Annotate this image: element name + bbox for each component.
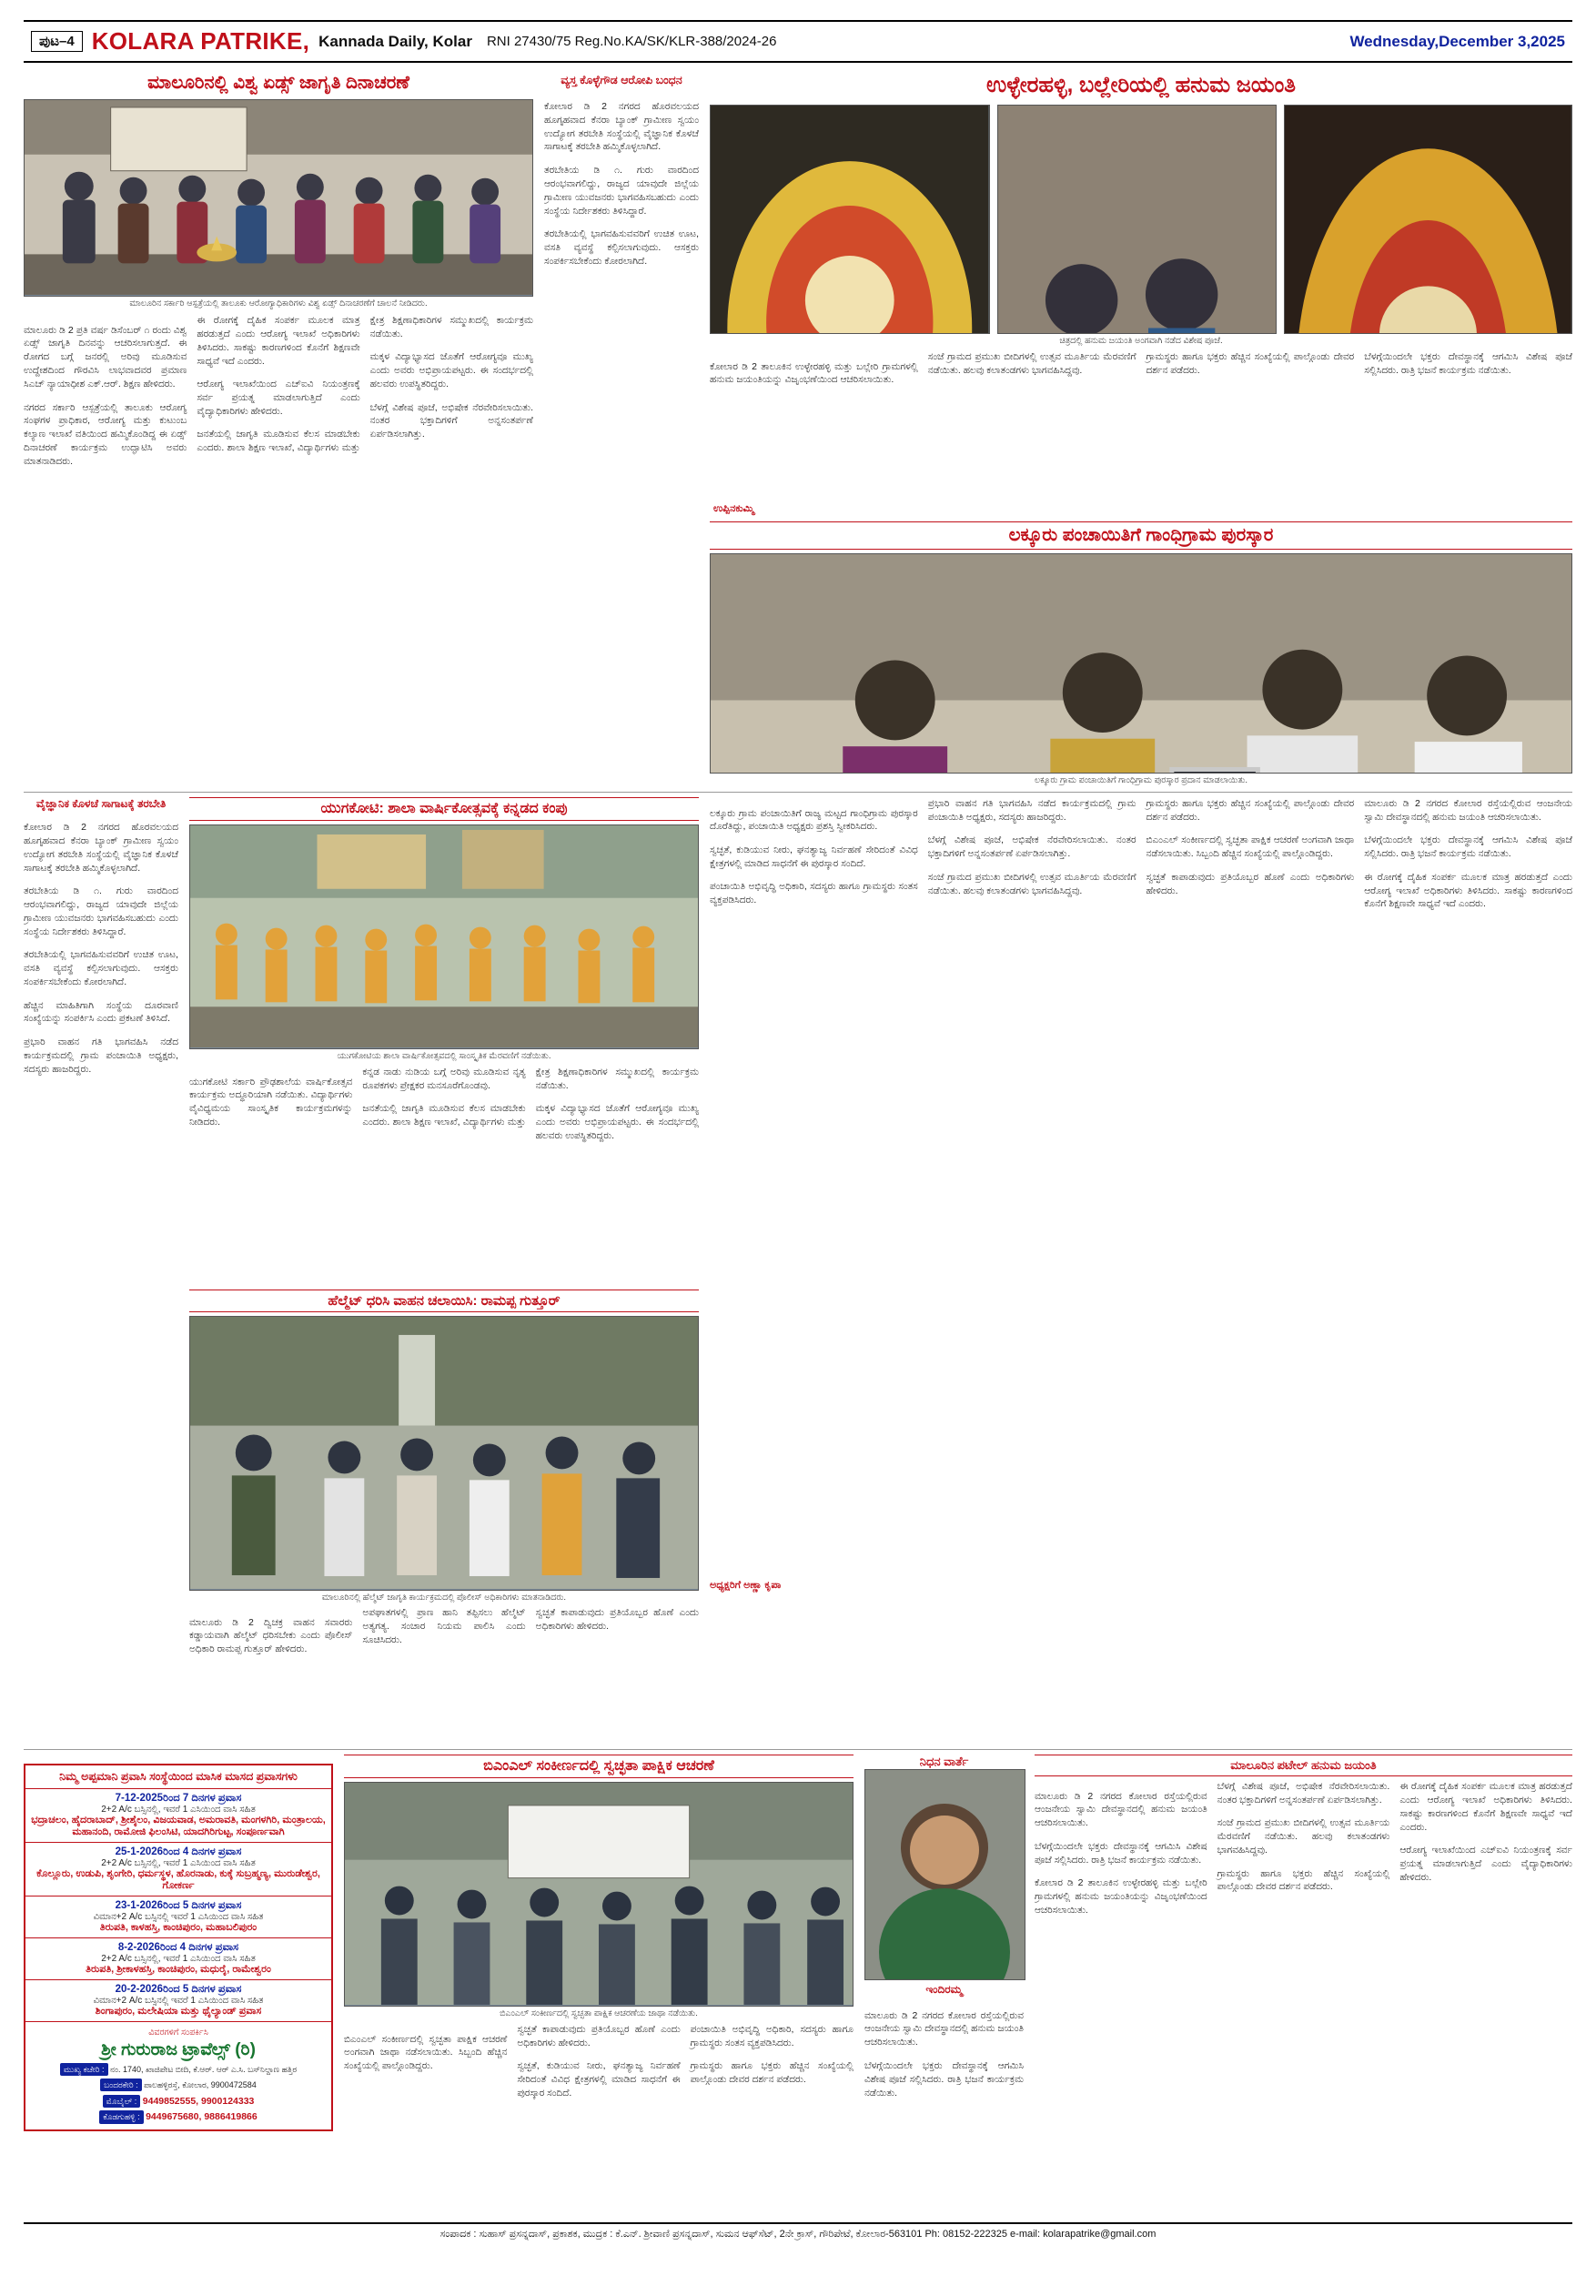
photo-school-procession (189, 824, 699, 1049)
paragraph: ಪಂಚಾಯಿತಿ ಅಭಿವೃದ್ಧಿ ಅಧಿಕಾರಿ, ಸದಸ್ಯರು ಹಾಗೂ ಗ್ರಾಮಸ್ಥರು ಸಂತಸ ವ್ಯಕ್ತಪಡಿಸಿದರು. (710, 880, 918, 907)
paragraph: ಬೆಳಗ್ಗೆ ವಿಶೇಷ ಪೂಜೆ, ಅಭಿಷೇಕ ನೆರವೇರಿಸಲಾಯಿತು. ನಂತರ ಭಕ್ತಾದಿಗಳಿಗೆ ಅನ್ನಸಂತರ್ಪಣೆ ಏರ್ಪಡಿಸಲಾಗಿತ್ತು. (370, 401, 533, 442)
article-aids-body (24, 314, 533, 728)
middle-band (24, 797, 1572, 1743)
paragraph: ಆರೋಗ್ಯ ಇಲಾಖೆಯಿಂದ ಎಚ್ಐವಿ ನಿಯಂತ್ರಣಕ್ಕೆ ಸರ್ವ ಪ್ರಯತ್ನ ಮಾಡಲಾಗುತ್ತಿದೆ ಎಂದು ವೈದ್ಯಾಧಿಕಾರಿಗಳು ಹೇಳಿದರು. (1399, 1844, 1572, 1885)
ad-head-office-label: ಮುಖ್ಯ ಕಚೇರಿ : (60, 2063, 108, 2076)
paragraph: ಆರೋಗ್ಯ ಇಲಾಖೆಯಿಂದ ಎಚ್ಐವಿ ನಿಯಂತ್ರಣಕ್ಕೆ ಸರ್ವ ಪ್ರಯತ್ನ ಮಾಡಲಾಗುತ್ತಿದೆ ಎಂದು ವೈದ್ಯಾಧಿಕಾರಿಗಳು ಹೇಳಿದರು. (197, 378, 359, 419)
photo-temple-2 (997, 105, 1278, 334)
bottom-right-column (1035, 1755, 1572, 2271)
ad-tour-row (25, 1843, 331, 1896)
beml-column (344, 1755, 854, 2296)
paragraph: ಸ್ವಚ್ಛತೆ ಕಾಪಾಡುವುದು ಪ್ರತಿಯೊಬ್ಬರ ಹೊಣೆ ಎಂದು ಅಧಿಕಾರಿಗಳು ಹೇಳಿದರು. (517, 2023, 680, 2050)
headline-sewage-training: ವೈಜ್ಞಾನಿಕ ಕೊಳಚೆ ಸಾಗಾಟಕ್ಕೆ ತರಬೇತಿ (24, 797, 178, 812)
photo-caption-school: ಯುಗಕೋಟಿಯ ಶಾಲಾ ವಾರ್ಷಿಕೋತ್ಸವದಲ್ಲಿ ಸಾಂಸ್ಕೃತಿಕ ಮೆರವಣಿಗೆ ನಡೆಯಿತು. (189, 1049, 699, 1061)
obituary-portrait (864, 1769, 1025, 1980)
paragraph: ಯುಗಕೋಟಿ ಸರ್ಕಾರಿ ಪ್ರೌಢಶಾಲೆಯ ವಾರ್ಷಿಕೋತ್ಸವ ಕಾರ್ಯಕ್ರಮ ಅದ್ಧೂರಿಯಾಗಿ ನಡೆಯಿತು. ವಿದ್ಯಾರ್ಥಿಗಳು ವೈವಿಧ್ಯಮಯ ಸಾಂಸ್ಕೃತಿಕ ಕಾರ್ಯಕ್ರಮಗಳನ್ನು ನೀಡಿದರು. (189, 1076, 352, 1130)
mid-column (544, 70, 699, 785)
paragraph: ಕೋಲಾರ ಡಿ 2 ತಾಲೂಕಿನ ಉಳ್ಳೇರಹಳ್ಳಿ ಮತ್ತು ಬಲ್ಲೇರಿ ಗ್ರಾಮಗಳಲ್ಲಿ ಹನುಮ ಜಯಂತಿಯನ್ನು ವಿಜೃಂಭಣೆಯಿಂದ ಆಚರಿಸಲಾಯಿತು. (1035, 1876, 1207, 1917)
article-school-body (189, 1066, 699, 1284)
rni-registration: RNI 27430/75 Reg.No.KA/SK/KLR-388/2024-26 (487, 34, 777, 49)
paragraph: ಕೋಲಾರ ಡಿ 2 ನಗರದ ಹೊರವಲಯದ ಹೂಗೃಹವಾದ ಕೆನರಾ ಬ್ಯಾಂಕ್ ಗ್ರಾಮೀಣ ಸ್ವಯಂ ಉದ್ಯೋಗ ತರಬೇತಿ ಸಂಸ್ಥೆಯಲ್ಲಿ ವೈಜ್ಞಾನಿಕ ಕೊಳಚೆ ಸಾಗಾಟಕ್ಕೆ ತರಬೇತಿ ಹಮ್ಮಿಕೊಳ್ಳಲಾಗಿದೆ. (24, 821, 178, 875)
paragraph: ಮಾಲೂರು ಡಿ 2 ನಗರದ ಕೋಲಾರ ರಸ್ತೆಯಲ್ಲಿರುವ ಆಂಜನೇಯ ಸ್ವಾಮಿ ದೇವಸ್ಥಾನದಲ್ಲಿ ಹನುಮ ಜಯಂತಿ ಆಚರಿಸಲಾಯಿತು. (864, 2009, 1024, 2050)
paragraph: ಗ್ರಾಮಸ್ಥರು ಹಾಗೂ ಭಕ್ತರು ಹೆಚ್ಚಿನ ಸಂಖ್ಯೆಯಲ್ಲಿ ಪಾಲ್ಗೊಂಡು ದೇವರ ದರ್ಶನ ಪಡೆದರು. (1217, 1867, 1390, 1895)
masthead (24, 20, 1572, 63)
ad-tour-places: ಭದ್ರಾಚಲಂ, ಹೈದರಾಬಾದ್, ಶ್ರೀಶೈಲಂ, ವಿಜಯವಾಡ, ಅಮರಾವತಿ, ಮಂಗಳಗಿರಿ, ಮಂತ್ರಾಲಯ, ಮಹಾನಂದಿ, ರಾಮೋಜಿ ಫಿಲಂಸಿಟಿ, ಯಾದಗಿರಿಗುಟ್ಟ, ಸಂಪೂರ್ಣವಾಗಿ (31, 1815, 326, 1838)
paragraph: ಹೆಚ್ಚಿನ ಮಾಹಿತಿಗಾಗಿ ಸಂಸ್ಥೆಯ ದೂರವಾಣಿ ಸಂಖ್ಯೆಯನ್ನು ಸಂಪರ್ಕಿಸಿ ಎಂದು ಪ್ರಕಟಣೆ ತಿಳಿಸಿದೆ. (24, 999, 178, 1027)
obituary-heading: ನಿಧನ ವಾರ್ತೆ (864, 1755, 1024, 1769)
ad-title: ನಿಮ್ಮ ಅಪ್ಪಮಾನಿ ಪ್ರವಾಸಿ ಸಂಸ್ಥೆಯಿಂದ ಮಾಸಿಕ ಮಾಸದ ಪ್ರವಾಸಗಳು (25, 1765, 331, 1789)
photo-temple-3-art (1285, 106, 1571, 334)
page-footer (24, 2222, 1572, 2240)
ad-contact-note: ವಿವರಗಳಿಗೆ ಸಂಪರ್ಕಿಸಿ (29, 2028, 328, 2038)
ad-tour-row (25, 1980, 331, 2022)
page-number-label: ಪುಟ–4 (31, 31, 83, 52)
article-arrest-body (544, 90, 699, 363)
photo-caption-helmet: ಮಾಲೂರಿನಲ್ಲಿ ಹೆಲ್ಮೆಟ್ ಜಾಗೃತಿ ಕಾರ್ಯಕ್ರಮದಲ್ಲಿ ಪೊಲೀಸ್ ಅಧಿಕಾರಿಗಳು ಮಾತನಾಡಿದರು. (189, 1591, 699, 1603)
ad-tour-date: 25-1-2026ರಿಂದ 4 ದಿನಗಳ ಪ್ರವಾಸ (31, 1846, 326, 1858)
mid-left-text-column (24, 797, 178, 1743)
ad-phone-1[interactable]: 9449852555, 9900124333 (143, 2096, 255, 2107)
ad-tour-places: ಕೊಲ್ಲೂರು, ಉಡುಪಿ, ಶೃಂಗೇರಿ, ಧರ್ಮಸ್ಥಳ, ಹೊರನಾಡು, ಕುಕ್ಕೆ ಸುಬ್ರಹ್ಮಣ್ಯ, ಮುರುಡೇಶ್ವರ, ಗೋಕರ್ಣ (31, 1868, 326, 1892)
headline-hanuma-jayanti: ಉಳ್ಳೇರಹಳ್ಳಿ, ಬಲ್ಲೇರಿಯಲ್ಲಿ ಹನುಮ ಜಯಂತಿ (710, 70, 1572, 101)
ad-tour-places: ಶಿಂಗಾಪುರಂ, ಮಲೇಷಿಯಾ ಮತ್ತು ಥೈಲ್ಯಾಂಡ್ ಪ್ರವಾಸ (31, 2006, 326, 2018)
paragraph: ಪ್ರಭಾರಿ ವಾಹನ ಗತಿ ಭಾಗವಹಿಸಿ ನಡೆದ ಕಾರ್ಯಕ್ರಮದಲ್ಲಿ ಗ್ರಾಮ ಪಂಚಾಯಿತಿ ಅಧ್ಯಕ್ಷರು, ಸದಸ್ಯರು ಹಾಜರಿದ್ದರು. (24, 1036, 178, 1077)
right-column (710, 70, 1572, 785)
article-beml-body (344, 2023, 854, 2296)
obituary-portrait-art (865, 1770, 1025, 1979)
paragraph: ಜನತೆಯಲ್ಲಿ ಜಾಗೃತಿ ಮೂಡಿಸುವ ಕೆಲಸ ಮಾಡಬೇಕು ಎಂದರು. ಶಾಲಾ ಶಿಕ್ಷಣ ಇಲಾಖೆ, ವಿದ್ಯಾರ್ಥಿಗಳು ಮತ್ತು ಕ್ಷೇತ್ರ ಶಿಕ್ಷಣಾಧಿಕಾರಿಗಳ ಸಮ್ಮುಖದಲ್ಲಿ ಕಾರ್ಯಕ್ರಮ ನಡೆಯಿತು. (197, 314, 533, 469)
photo-caption-lakkur: ಲಕ್ಕೂರು ಗ್ರಾಮ ಪಂಚಾಯಿತಿಗೆ ಗಾಂಧಿಗ್ರಾಮ ಪುರಸ್ಕಾರ ಪ್ರದಾನ ಮಾಡಲಾಯಿತು. (710, 774, 1572, 785)
photo-helmet-art (190, 1317, 698, 1589)
photo-aids-day-art (25, 100, 532, 295)
subhead-uppinakummi: ಉಪ್ಪಿನಕುಮ್ಮಿ (710, 501, 1572, 518)
headline-malur-patel-hanuma: ಮಾಲೂರಿನ ಪಟೇಲ್ ಹನುಮ ಜಯಂತಿ (1035, 1755, 1572, 1776)
paragraph: ಪ್ರಭಾರಿ ವಾಹನ ಗತಿ ಭಾಗವಹಿಸಿ ನಡೆದ ಕಾರ್ಯಕ್ರಮದಲ್ಲಿ ಗ್ರಾಮ ಪಂಚಾಯಿತಿ ಅಧ್ಯಕ್ಷರು, ಸದಸ್ಯರು ಹಾಜರಿದ್ದರು. (928, 797, 1136, 824)
paragraph: ತರಬೇತಿಯಲ್ಲಿ ಭಾಗವಹಿಸುವವರಿಗೆ ಉಚಿತ ಊಟ, ವಸತಿ ವ್ಯವಸ್ಥೆ ಕಲ್ಪಿಸಲಾಗುವುದು. ಆಸಕ್ತರು ಸಂಪರ್ಕಿಸಬೇಕೆಂದು ಕೋರಲಾಗಿದೆ. (24, 948, 178, 989)
ad-footer (25, 2022, 331, 2129)
paragraph: ಮಕ್ಕಳ ವಿದ್ಯಾಭ್ಯಾಸದ ಜೊತೆಗೆ ಆರೋಗ್ಯವೂ ಮುಖ್ಯ ಎಂದು ಅವರು ಅಭಿಪ್ರಾಯಪಟ್ಟರು. ಈ ಸಂದರ್ಭದಲ್ಲಿ ಹಲವರು ಉಪಸ್ಥಿತರಿದ್ದರು. (536, 1102, 699, 1143)
photo-helmet-awareness (189, 1316, 699, 1591)
paragraph: ಬೆಳಗ್ಗೆ ವಿಶೇಷ ಪೂಜೆ, ಅಭಿಷೇಕ ನೆರವೇರಿಸಲಾಯಿತು. ನಂತರ ಭಕ್ತಾದಿಗಳಿಗೆ ಅನ್ನಸಂತರ್ಪಣೆ ಏರ್ಪಡಿಸಲಾಗಿತ್ತು. (928, 834, 1136, 861)
paragraph: ಮಾಲೂರು ಡಿ 2 ನಗರದ ಕೋಲಾರ ರಸ್ತೆಯಲ್ಲಿರುವ ಆಂಜನೇಯ ಸ್ವಾಮಿ ದೇವಸ್ಥಾನದಲ್ಲಿ ಹನುಮ ಜಯಂತಿ ಆಚರಿಸಲಾಯಿತು. (1035, 1790, 1207, 1831)
ad-tour-places: ತಿರುಪತಿ, ಶ್ರೀಕಾಳಹಸ್ತಿ, ಕಾಂಚಿಪುರಂ, ಮಧುರೈ, ರಾಮೇಶ್ವರಂ (31, 1964, 326, 1976)
photo-aids-day (24, 99, 533, 297)
section-divider (24, 792, 1572, 793)
photo-school-procession-art (190, 825, 698, 1047)
paragraph: ಅಪಘಾತಗಳಲ್ಲಿ ಪ್ರಾಣ ಹಾನಿ ತಪ್ಪಿಸಲು ಹೆಲ್ಮೆಟ್ ಅತ್ಯಗತ್ಯ. ಸಂಚಾರ ನಿಯಮ ಪಾಲಿಸಿ ಎಂದು ಸೂಚಿಸಿದರು. (362, 1606, 525, 1647)
ad-tour-note: ವಿಮಾನ+2 A/c ಬಸ್ಸಿನಲ್ಲಿ ಇವರೆ 1 ಎಸಿಯಿಂದ ವಾಸಿ ಸಹಿತ (31, 1912, 326, 1922)
headline-aids-day: ಮಾಲೂರಿನಲ್ಲಿ ವಿಶ್ವ ಏಡ್ಸ್ ಜಾಗೃತಿ ದಿನಾಚರಣೆ (24, 70, 533, 96)
ad-phone2-label: ಕೊಡಗುಹಳ್ಳಿ : (99, 2110, 143, 2123)
photo-caption-hanuma: ಚಿತ್ರದಲ್ಲಿ ಹನುಮ ಜಯಂತಿ ಅಂಗವಾಗಿ ನಡೆದ ವಿಶೇಷ ಪೂಜೆ. (710, 334, 1572, 346)
headline-beml-cleanliness: ಬಿಎಂಎಲ್ ಸಂಕೀರ್ಣದಲ್ಲಿ ಸ್ವಚ್ಛತಾ ಪಾಕ್ಷಿಕ ಆಚರಣೆ (344, 1755, 854, 1778)
headline-lakkur-award: ಲಕ್ಕೂರು ಪಂಚಾಯಿತಿಗೆ ಗಾಂಧಿಗ್ರಾಮ ಪುರಸ್ಕಾರ (710, 521, 1572, 550)
obituary-name: ಇಂದಿರಮ್ಮ (864, 1980, 1024, 1999)
ad-tour-date: 8-2-2026ರಿಂದ 4 ದಿನಗಳ ಪ್ರವಾಸ (31, 1942, 326, 1954)
paragraph: ಬೆಳಗ್ಗೆಯಿಂದಲೇ ಭಕ್ತರು ದೇವಸ್ಥಾನಕ್ಕೆ ಆಗಮಿಸಿ ವಿಶೇಷ ಪೂಜೆ ಸಲ್ಲಿಸಿದರು. ರಾತ್ರಿ ಭಜನೆ ಕಾರ್ಯಕ್ರಮ ನಡೆಯಿತು. (1364, 350, 1572, 378)
section-divider-2 (24, 1749, 1572, 1750)
paragraph: ಬೆಳಗ್ಗೆಯಿಂದಲೇ ಭಕ್ತರು ದೇವಸ್ಥಾನಕ್ಕೆ ಆಗಮಿಸಿ ವಿಶೇಷ ಪೂಜೆ ಸಲ್ಲಿಸಿದರು. ರಾತ್ರಿ ಭಜನೆ ಕಾರ್ಯಕ್ರಮ ನಡೆಯಿತು. (1364, 834, 1572, 861)
headline-school-anniversary: ಯುಗಕೋಟಿ: ಶಾಲಾ ವಾರ್ಷಿಕೋತ್ಸವಕ್ಕೆ ಕನ್ನಡದ ಕಂಪು (189, 797, 699, 821)
obituary-body (864, 1999, 1024, 2200)
subhead-president-thanks: ಅಧ್ಯಕ್ಷರಿಗೆ ಅಣ್ಣಾ ಕೃಪಾ (710, 1580, 1572, 1592)
paragraph: ಬೆಳಗ್ಗೆಯಿಂದಲೇ ಭಕ್ತರು ದೇವಸ್ಥಾನಕ್ಕೆ ಆಗಮಿಸಿ ವಿಶೇಷ ಪೂಜೆ ಸಲ್ಲಿಸಿದರು. ರಾತ್ರಿ ಭಜನೆ ಕಾರ್ಯಕ್ರಮ ನಡೆಯಿತು. (1035, 1840, 1207, 1867)
paragraph: ನಗರದ ಸರ್ಕಾರಿ ಆಸ್ಪತ್ರೆಯಲ್ಲಿ ತಾಲೂಕು ಆರೋಗ್ಯ ಸಂಘಗಳ ಪ್ರಾಧಿಕಾರ, ಆರೋಗ್ಯ ಮತ್ತು ಕುಟುಂಬ ಕಲ್ಯಾಣ ಇಲಾಖೆ ವತಿಯಿಂದ ಹಮ್ಮಿಕೊಂಡಿದ್ದ ಈ ಏಡ್ಸ್ ದಿನಾಚರಣೆ ಕಾರ್ಯಕ್ರಮ ಉದ್ಘಾಟಿಸಿ ಅವರು ಮಾತನಾಡಿದರು. (24, 401, 187, 470)
paragraph: ಈ ರೋಗಕ್ಕೆ ದೈಹಿಕ ಸಂಪರ್ಕ ಮೂಲಕ ಮಾತ್ರ ಹರಡುತ್ತದೆ ಎಂದು ಆರೋಗ್ಯ ಇಲಾಖೆ ಅಧಿಕಾರಿಗಳು ತಿಳಿಸಿದರು. ಸಾಕಷ್ಟು ಕಾರಣಗಳಿಂದ ಕೊನೆಗೆ ಶಿಕ್ಷಣವೇ ಸಾಧ್ಯವೆ ಇದೆ ಎಂದರು. (197, 314, 359, 369)
top-band (24, 70, 1572, 785)
ad-tour-date: 20-2-2026ರಿಂದ 5 ದಿನಗಳ ಪ್ರವಾಸ (31, 1984, 326, 1996)
paragraph: ಮಾಲೂರು ಡಿ 2 ದ್ವಿಚಕ್ರ ವಾಹನ ಸವಾರರು ಕಡ್ಡಾಯವಾಗಿ ಹೆಲ್ಮೆಟ್ ಧರಿಸಬೇಕು ಎಂದು ಪೊಲೀಸ್ ಅಧಿಕಾರಿ ರಾಮಪ್ಪ ಗುತ್ತೂರ್ ಹೇಳಿದರು. (189, 1616, 352, 1657)
article-lakkur-body (710, 797, 1572, 1580)
paragraph: ತರಬೇತಿಯಲ್ಲಿ ಭಾಗವಹಿಸುವವರಿಗೆ ಉಚಿತ ಊಟ, ವಸತಿ ವ್ಯವಸ್ಥೆ ಕಲ್ಪಿಸಲಾಗುವುದು. ಆಸಕ್ತರು ಸಂಪರ್ಕಿಸಬೇಕೆಂದು ಕೋರಲಾಗಿದೆ. (544, 228, 699, 268)
ad-tour-note: ವಿಮಾನ+2 A/c ಬಸ್ಸಿನಲ್ಲಿ ಇವರೆ 1 ಎಸಿಯಿಂದ ವಾಸಿ ಸಹಿತ (31, 1996, 326, 2006)
paragraph: ಲಕ್ಕೂರು ಗ್ರಾಮ ಪಂಚಾಯಿತಿಗೆ ರಾಜ್ಯ ಮಟ್ಟದ ಗಾಂಧಿಗ್ರಾಮ ಪುರಸ್ಕಾರ ದೊರೆತಿದ್ದು, ಪಂಚಾಯಿತಿ ಅಧ್ಯಕ್ಷರು ಪ್ರಶಸ್ತಿ ಸ್ವೀಕರಿಸಿದರು. (710, 807, 918, 834)
ad-tour-note: 2+2 A/c ಬಸ್ಸಿನಲ್ಲಿ, ಇವರೆ 1 ಎಸಿಯಿಂದ ವಾಸಿ ಸಹಿತ (31, 1858, 326, 1868)
paragraph: ಕೋಲಾರ ಡಿ 2 ತಾಲೂಕಿನ ಉಳ್ಳೇರಹಳ್ಳಿ ಮತ್ತು ಬಲ್ಲೇರಿ ಗ್ರಾಮಗಳಲ್ಲಿ ಹನುಮ ಜಯಂತಿಯನ್ನು ವಿಜೃಂಭಣೆಯಿಂದ ಆಚರಿಸಲಾಯಿತು. (710, 360, 918, 388)
ad-branch-label: ಬಂದರಕೇರಿ : (100, 2079, 141, 2091)
obituary-column (864, 1755, 1024, 2200)
paragraph: ಗ್ರಾಮಸ್ಥರು ಹಾಗೂ ಭಕ್ತರು ಹೆಚ್ಚಿನ ಸಂಖ್ಯೆಯಲ್ಲಿ ಪಾಲ್ಗೊಂಡು ದೇವರ ದರ್ಶನ ಪಡೆದರು. (1146, 797, 1355, 824)
ad-branch-address: ಪಾಲಹಳ್ಳಿರಸ್ತೆ, ಕೋಲಾರ, 9900472584 (144, 2080, 257, 2089)
paragraph: ಸಂಜೆ ಗ್ರಾಮದ ಪ್ರಮುಖ ಬೀದಿಗಳಲ್ಲಿ ಉತ್ಸವ ಮೂರ್ತಿಯ ಮೆರವಣಿಗೆ ನಡೆಯಿತು. ಹಲವು ಕಲಾತಂಡಗಳು ಭಾಗವಹಿಸಿದ್ದವು. (928, 350, 1136, 378)
paragraph: ಬೆಳಗ್ಗೆಯಿಂದಲೇ ಭಕ್ತರು ದೇವಸ್ಥಾನಕ್ಕೆ ಆಗಮಿಸಿ ವಿಶೇಷ ಪೂಜೆ ಸಲ್ಲಿಸಿದರು. ರಾತ್ರಿ ಭಜನೆ ಕಾರ್ಯಕ್ರಮ ನಡೆಯಿತು. (864, 2059, 1024, 2100)
photo-beml-rally (344, 1782, 854, 2007)
footer-imprint: ಸಂಪಾದಕ : ಸುಹಾಸ್ ಪ್ರಸನ್ನದಾಸ್, ಪ್ರಕಾಶಕ, ಮುದ್ರಕ : ಕೆ.ಎನ್. ಶ್ರೀವಾಣಿ ಪ್ರಸನ್ನದಾಸ್, ಸುಮನ ಆಫ್‌ಸೆಟ್, 2ನೇ ಕ್ರಾಸ್, ಗೌರಿಪೇಟೆ, ಕೋಲಾರ-563101 Ph: 08152-222325 e-mail: kolarapatrike@gmail.com (440, 2229, 1157, 2240)
paragraph: ಮಕ್ಕಳ ವಿದ್ಯಾಭ್ಯಾಸದ ಜೊತೆಗೆ ಆರೋಗ್ಯವೂ ಮುಖ್ಯ ಎಂದು ಅವರು ಅಭಿಪ್ರಾಯಪಟ್ಟರು. ಈ ಸಂದರ್ಭದಲ್ಲಿ ಹಲವರು ಉಪಸ್ಥಿತರಿದ್ದರು. (370, 350, 533, 391)
paragraph: ಮಾಲೂರು ಡಿ 2 ನಗರದ ಕೋಲಾರ ರಸ್ತೆಯಲ್ಲಿರುವ ಆಂಜನೇಯ ಸ್ವಾಮಿ ದೇವಸ್ಥಾನದಲ್ಲಿ ಹನುಮ ಜಯಂತಿ ಆಚರಿಸಲಾಯಿತು. (1364, 797, 1572, 824)
photo-lakkur-award (710, 553, 1572, 774)
paragraph: ತರಬೇತಿಯ ಡಿ ೧. ಗುರು ವಾರದಿಂದ ಆರಂಭವಾಗಲಿದ್ದು, ರಾಜ್ಯದ ಯಾವುದೇ ಜಿಲ್ಲೆಯ ಗ್ರಾಮೀಣ ಯುವಜನರು ಭಾಗವಹಿಸಬಹುದು ಎಂದು ಸಂಸ್ಥೆಯ ನಿರ್ದೇಶಕರು ತಿಳಿಸಿದ್ದಾರೆ. (24, 885, 178, 939)
ad-tour-row (25, 1938, 331, 1980)
ad-brand-name: ಶ್ರೀ ಗುರುರಾಜ ಟ್ರಾವೆಲ್ಸ್ (ರಿ) (29, 2038, 328, 2063)
advert-column (24, 1755, 333, 2131)
paragraph: ಬೆಳಗ್ಗೆ ವಿಶೇಷ ಪೂಜೆ, ಅಭಿಷೇಕ ನೆರವೇರಿಸಲಾಯಿತು. ನಂತರ ಭಕ್ತಾದಿಗಳಿಗೆ ಅನ್ನಸಂತರ್ಪಣೆ ಏರ್ಪಡಿಸಲಾಗಿತ್ತು. (1217, 1780, 1390, 1807)
ad-head-office-address: ನಂ. 1740, ಖಾಜಿಪೇಟ ಬೀದಿ, ಕೆ.ಆರ್. ಆರ್ ಎ.ಸಿ. ಬಸ್‌ನಿಲ್ದಾಣ ಹತ್ತಿರ (110, 2065, 297, 2074)
ad-phone-2[interactable]: 9449675680, 9886419866 (146, 2111, 258, 2122)
ad-tour-date: 7-12-2025ರಿಂದ 7 ದಿನಗಳ ಪ್ರವಾಸ (31, 1793, 326, 1805)
paragraph: ಈ ರೋಗಕ್ಕೆ ದೈಹಿಕ ಸಂಪರ್ಕ ಮೂಲಕ ಮಾತ್ರ ಹರಡುತ್ತದೆ ಎಂದು ಆರೋಗ್ಯ ಇಲಾಖೆ ಅಧಿಕಾರಿಗಳು ತಿಳಿಸಿದರು. ಸಾಕಷ್ಟು ಕಾರಣಗಳಿಂದ ಕೊನೆಗೆ ಶಿಕ್ಷಣವೇ ಸಾಧ್ಯವೆ ಇದೆ ಎಂದರು. (1399, 1780, 1572, 1835)
photo-temple-1-art (711, 106, 989, 334)
photo-beml-rally-art (345, 1783, 853, 2005)
paragraph: ಸ್ವಚ್ಛತೆ ಕಾಪಾಡುವುದು ಪ್ರತಿಯೊಬ್ಬರ ಹೊಣೆ ಎಂದು ಅಧಿಕಾರಿಗಳು ಹೇಳಿದರು. (1146, 871, 1355, 898)
left-column (24, 70, 533, 785)
headline-arrest: ವ್ಯಸ್ತ ಕೊಳ್ಳೆಗೌಡ ಆರೋಪಿ ಬಂಧನ (544, 70, 699, 90)
paragraph: ಬಿಎಂಎಲ್ ಸಂಕೀರ್ಣದಲ್ಲಿ ಸ್ವಚ್ಛತಾ ಪಾಕ್ಷಿಕ ಆಚರಣೆ ಅಂಗವಾಗಿ ಜಾಥಾ ನಡೆಸಲಾಯಿತು. ಸಿಬ್ಬಂದಿ ಹೆಚ್ಚಿನ ಸಂಖ್ಯೆಯಲ್ಲಿ ಪಾಲ್ಗೊಂಡಿದ್ದರು. (1146, 834, 1355, 861)
ad-tour-note: 2+2 A/c ಬಸ್ಸಿನಲ್ಲಿ, ಇವರೆ 1 ಎಸಿಯಿಂದ ವಾಸಿ ಸಹಿತ (31, 1805, 326, 1815)
photo-strip-hanuma (710, 105, 1572, 334)
paragraph: ಬಿಎಂಎಲ್ ಸಂಕೀರ್ಣದಲ್ಲಿ ಸ್ವಚ್ಛತಾ ಪಾಕ್ಷಿಕ ಆಚರಣೆ ಅಂಗವಾಗಿ ಜಾಥಾ ನಡೆಸಲಾಯಿತು. ಸಿಬ್ಬಂದಿ ಹೆಚ್ಚಿನ ಸಂಖ್ಯೆಯಲ್ಲಿ ಪಾಲ್ಗೊಂಡಿದ್ದರು. (344, 2033, 507, 2074)
paragraph: ಕೋಲಾರ ಡಿ 2 ನಗರದ ಹೊರವಲಯದ ಹೂಗೃಹವಾದ ಕೆನರಾ ಬ್ಯಾಂಕ್ ಗ್ರಾಮೀಣ ಸ್ವಯಂ ಉದ್ಯೋಗ ತರಬೇತಿ ಸಂಸ್ಥೆಯಲ್ಲಿ ವೈಜ್ಞಾನಿಕ ಕೊಳಚೆ ಸಾಗಾಟಕ್ಕೆ ತರಬೇತಿ ಹಮ್ಮಿಕೊಳ್ಳಲಾಗಿದೆ. (544, 100, 699, 155)
issue-date: Wednesday,December 3,2025 (1349, 33, 1565, 51)
ad-phone-label: ಮೊಬೈಲ್ : (103, 2095, 141, 2108)
article-sewage-body (24, 812, 178, 1285)
photo-lakkur-award-art (711, 554, 1571, 774)
paragraph: ಗ್ರಾಮಸ್ಥರು ಹಾಗೂ ಭಕ್ತರು ಹೆಚ್ಚಿನ ಸಂಖ್ಯೆಯಲ್ಲಿ ಪಾಲ್ಗೊಂಡು ದೇವರ ದರ್ಶನ ಪಡೆದರು. (691, 2059, 854, 2087)
photo-temple-1 (710, 105, 990, 334)
ad-tour-row (25, 1896, 331, 1938)
photo-caption-aids: ಮಾಲೂರಿನ ಸರ್ಕಾರಿ ಆಸ್ಪತ್ರೆಯಲ್ಲಿ ತಾಲೂಕು ಆರೋಗ್ಯಾಧಿಕಾರಿಗಳು ವಿಶ್ವ ಏಡ್ಸ್ ದಿನಾಚರಣೆಗೆ ಚಾಲನೆ ನೀಡಿದರು. (24, 297, 533, 308)
mid-center-column (189, 797, 699, 1743)
ad-tour-date: 23-1-2026ರಿಂದ 5 ದಿನಗಳ ಪ್ರವಾಸ (31, 1900, 326, 1912)
photo-temple-3 (1284, 105, 1572, 334)
paragraph: ಕನ್ನಡ ನಾಡು ನುಡಿಯ ಬಗ್ಗೆ ಅರಿವು ಮೂಡಿಸುವ ನೃತ್ಯ ರೂಪಕಗಳು ಪ್ರೇಕ್ಷಕರ ಮನಸೂರೆಗೊಂಡವು. (362, 1066, 525, 1093)
paragraph: ಈ ರೋಗಕ್ಕೆ ದೈಹಿಕ ಸಂಪರ್ಕ ಮೂಲಕ ಮಾತ್ರ ಹರಡುತ್ತದೆ ಎಂದು ಆರೋಗ್ಯ ಇಲಾಖೆ ಅಧಿಕಾರಿಗಳು ತಿಳಿಸಿದರು. ಸಾಕಷ್ಟು ಕಾರಣಗಳಿಂದ ಕೊನೆಗೆ ಶಿಕ್ಷಣವೇ ಸಾಧ್ಯವೆ ಇದೆ ಎಂದರು. (1364, 871, 1572, 912)
paragraph: ತರಬೇತಿಯ ಡಿ ೧. ಗುರು ವಾರದಿಂದ ಆರಂಭವಾಗಲಿದ್ದು, ರಾಜ್ಯದ ಯಾವುದೇ ಜಿಲ್ಲೆಯ ಗ್ರಾಮೀಣ ಯುವಜನರು ಭಾಗವಹಿಸಬಹುದು ಎಂದು ಸಂಸ್ಥೆಯ ನಿರ್ದೇಶಕರು ತಿಳಿಸಿದ್ದಾರೆ. (544, 164, 699, 218)
paragraph: ಸಂಜೆ ಗ್ರಾಮದ ಪ್ರಮುಖ ಬೀದಿಗಳಲ್ಲಿ ಉತ್ಸವ ಮೂರ್ತಿಯ ಮೆರವಣಿಗೆ ನಡೆಯಿತು. ಹಲವು ಕಲಾತಂಡಗಳು ಭಾಗವಹಿಸಿದ್ದವು. (1217, 1816, 1390, 1857)
article-hanuma-body (710, 350, 1572, 501)
ad-tour-row (25, 1789, 331, 1843)
paper-subtitle: Kannada Daily, Kolar (318, 33, 472, 51)
paragraph: ಸ್ವಚ್ಛತೆ, ಕುಡಿಯುವ ನೀರು, ಘನತ್ಯಾಜ್ಯ ನಿರ್ವಹಣೆ ಸೇರಿದಂತೆ ವಿವಿಧ ಕ್ಷೇತ್ರಗಳಲ್ಲಿ ಮಾಡಿದ ಸಾಧನೆಗೆ ಈ ಪುರಸ್ಕಾರ ಸಂದಿದೆ. (710, 844, 918, 871)
paragraph: ಗ್ರಾಮಸ್ಥರು ಹಾಗೂ ಭಕ್ತರು ಹೆಚ್ಚಿನ ಸಂಖ್ಯೆಯಲ್ಲಿ ಪಾಲ್ಗೊಂಡು ದೇವರ ದರ್ಶನ ಪಡೆದರು. (1146, 350, 1355, 378)
photo-temple-2-art (998, 106, 1277, 334)
travel-advertisement (24, 1764, 333, 2131)
article-helmet-body (189, 1606, 699, 1743)
ad-tour-note: 2+2 A/c ಬಸ್ಸಿನಲ್ಲಿ, ಇವರೆ 1 ಎಸಿಯಿಂದ ವಾಸಿ ಸಹಿತ (31, 1954, 326, 1964)
paragraph: ಸಂಜೆ ಗ್ರಾಮದ ಪ್ರಮುಖ ಬೀದಿಗಳಲ್ಲಿ ಉತ್ಸವ ಮೂರ್ತಿಯ ಮೆರವಣಿಗೆ ನಡೆಯಿತು. ಹಲವು ಕಲಾತಂಡಗಳು ಭಾಗವಹಿಸಿದ್ದವು. (928, 871, 1136, 898)
paragraph: ಜನತೆಯಲ್ಲಿ ಜಾಗೃತಿ ಮೂಡಿಸುವ ಕೆಲಸ ಮಾಡಬೇಕು ಎಂದರು. ಶಾಲಾ ಶಿಕ್ಷಣ ಇಲಾಖೆ, ವಿದ್ಯಾರ್ಥಿಗಳು ಮತ್ತು ಕ್ಷೇತ್ರ ಶಿಕ್ಷಣಾಧಿಕಾರಿಗಳ ಸಮ್ಮುಖದಲ್ಲಿ ಕಾರ್ಯಕ್ರಮ ನಡೆಯಿತು. (362, 1066, 699, 1143)
paragraph: ಪಂಚಾಯಿತಿ ಅಭಿವೃದ್ಧಿ ಅಧಿಕಾರಿ, ಸದಸ್ಯರು ಹಾಗೂ ಗ್ರಾಮಸ್ಥರು ಸಂತಸ ವ್ಯಕ್ತಪಡಿಸಿದರು. (691, 2023, 854, 2050)
article-malur-hanuma-body (1035, 1780, 1572, 2271)
bottom-band (24, 1755, 1572, 2296)
ad-tour-places: ತಿರುಪತಿ, ಕಾಳಹಸ್ತಿ, ಕಾಂಚಿಪುರಂ, ಮಹಾಬಲಿಪುರಂ (31, 1922, 326, 1934)
paragraph: ಸ್ವಚ್ಛತೆ ಕಾಪಾಡುವುದು ಪ್ರತಿಯೊಬ್ಬರ ಹೊಣೆ ಎಂದು ಅಧಿಕಾರಿಗಳು ಹೇಳಿದರು. (536, 1606, 699, 1633)
paper-title: KOLARA PATRIKE, (92, 27, 309, 56)
paragraph: ಮಾಲೂರು ಡಿ 2 ಪ್ರತಿ ವರ್ಷ ಡಿಸೆಂಬರ್ ೧ ರಂದು ವಿಶ್ವ ಏಡ್ಸ್ ಜಾಗೃತಿ ದಿನವನ್ನು ಆಚರಿಸಲಾಗುತ್ತದೆ. ಈ ರೋಗದ ಬಗ್ಗೆ ಜನರಲ್ಲಿ ಅರಿವು ಮೂಡಿಸುವ ಉದ್ದೇಶದಿಂದ ಗೌರವಿಸಿ ಲಾಭವಾದವರ ಪ್ರಮಾಣ ಸಿಎಚ್ ನ್ಯಾಯಾಧೀಶ ಎಕ್.ಆರ್. ಶಿಕ್ಷಣ ಹೇಳಿದರು. (24, 324, 187, 392)
headline-helmet: ಹೆಲ್ಮೆಟ್ ಧರಿಸಿ ವಾಹನ ಚಲಾಯಿಸಿ: ರಾಮಪ್ಪ ಗುತ್ತೂರ್ (189, 1290, 699, 1312)
mid-right-column (710, 797, 1572, 1743)
photo-caption-beml: ಬಿಎಂಎಲ್ ಸಂಕೀರ್ಣದಲ್ಲಿ ಸ್ವಚ್ಛತಾ ಪಾಕ್ಷಿಕ ಆಚರಣೆಯ ಜಾಥಾ ನಡೆಯಿತು. (344, 2007, 854, 2018)
paragraph: ಸ್ವಚ್ಛತೆ, ಕುಡಿಯುವ ನೀರು, ಘನತ್ಯಾಜ್ಯ ನಿರ್ವಹಣೆ ಸೇರಿದಂತೆ ವಿವಿಧ ಕ್ಷೇತ್ರಗಳಲ್ಲಿ ಮಾಡಿದ ಸಾಧನೆಗೆ ಈ ಪುರಸ್ಕಾರ ಸಂದಿದೆ. (517, 2059, 680, 2100)
